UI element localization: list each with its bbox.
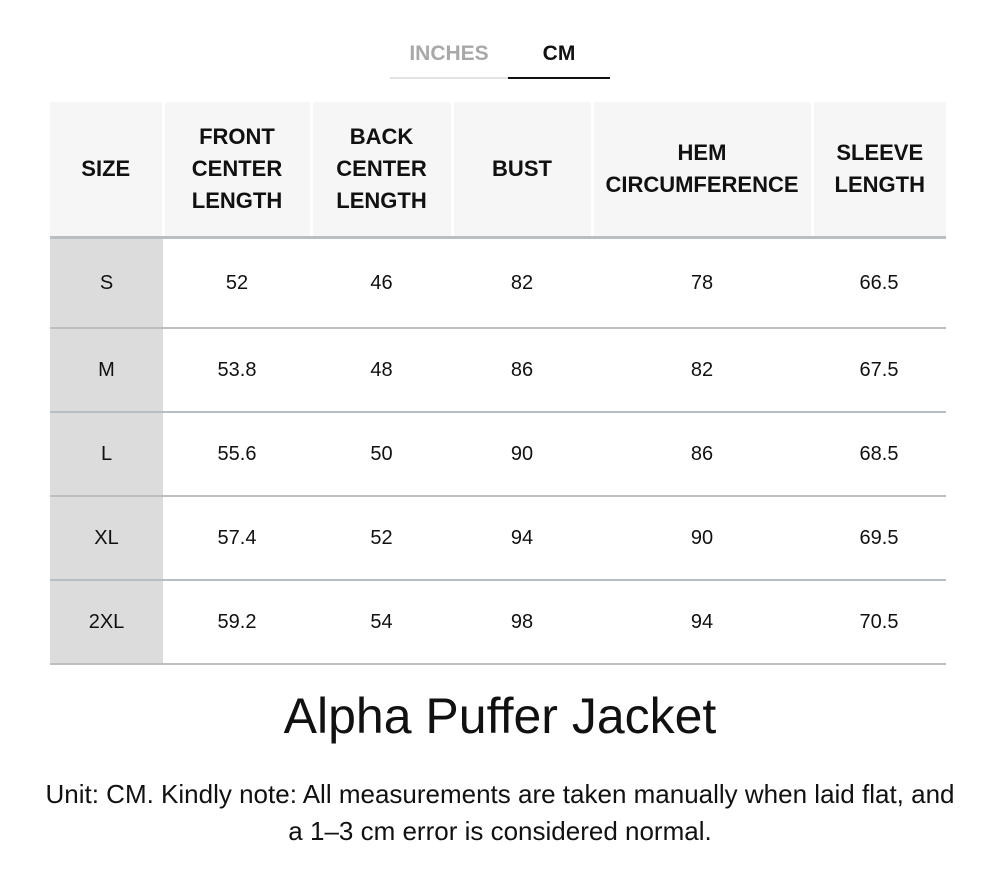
size-cell: L: [50, 412, 163, 496]
table-cell: 68.5: [812, 412, 946, 496]
table-cell: 78: [592, 238, 812, 329]
header-back-center-length: BACK CENTER LENGTH: [311, 102, 452, 238]
header-front-center-length: FRONT CENTER LENGTH: [163, 102, 311, 238]
table-cell: 48: [311, 328, 452, 412]
product-title: Alpha Puffer Jacket: [283, 688, 717, 744]
table-cell: 86: [592, 412, 812, 496]
tab-cm[interactable]: CM: [508, 30, 610, 79]
table-cell: 82: [452, 238, 592, 329]
header-bust: BUST: [452, 102, 592, 238]
table-cell: 46: [311, 238, 452, 329]
table-cell: 86: [452, 328, 592, 412]
table-cell: 90: [452, 412, 592, 496]
header-size: SIZE: [50, 102, 163, 238]
table-cell: 94: [452, 496, 592, 580]
table-cell: 50: [311, 412, 452, 496]
table-cell: 90: [592, 496, 812, 580]
table-row: [50, 496, 946, 580]
table-cell: 52: [311, 496, 452, 580]
size-cell: M: [50, 328, 163, 412]
tab-inches[interactable]: INCHES: [390, 30, 508, 79]
table-cell: 66.5: [812, 238, 946, 329]
table-cell: 98: [452, 580, 592, 664]
table-cell: 94: [592, 580, 812, 664]
table-cell: 54: [311, 580, 452, 664]
table-cell: 52: [163, 238, 311, 329]
size-cell: S: [50, 238, 163, 329]
size-chart-table: [50, 102, 946, 665]
header-hem-circumference: HEM CIRCUMFERENCE: [592, 102, 812, 238]
table-cell: 69.5: [812, 496, 946, 580]
table-header-row: [50, 102, 946, 238]
table-row: [50, 238, 946, 329]
header-sleeve-length: SLEEVE LENGTH: [812, 102, 946, 238]
table-cell: 59.2: [163, 580, 311, 664]
table-cell: 57.4: [163, 496, 311, 580]
table-cell: 67.5: [812, 328, 946, 412]
table-row: [50, 328, 946, 412]
size-cell: 2XL: [50, 580, 163, 664]
table-cell: 55.6: [163, 412, 311, 496]
table-cell: 82: [592, 328, 812, 412]
table-cell: 70.5: [812, 580, 946, 664]
measurement-note: Unit: CM. Kindly note: All measurements are taken manually when laid flat, and a 1–3 cm error is considered normal.: [45, 779, 955, 846]
table-row: [50, 412, 946, 496]
unit-tabs: [390, 30, 610, 79]
table-row: [50, 580, 946, 664]
table-cell: 53.8: [163, 328, 311, 412]
size-cell: XL: [50, 496, 163, 580]
